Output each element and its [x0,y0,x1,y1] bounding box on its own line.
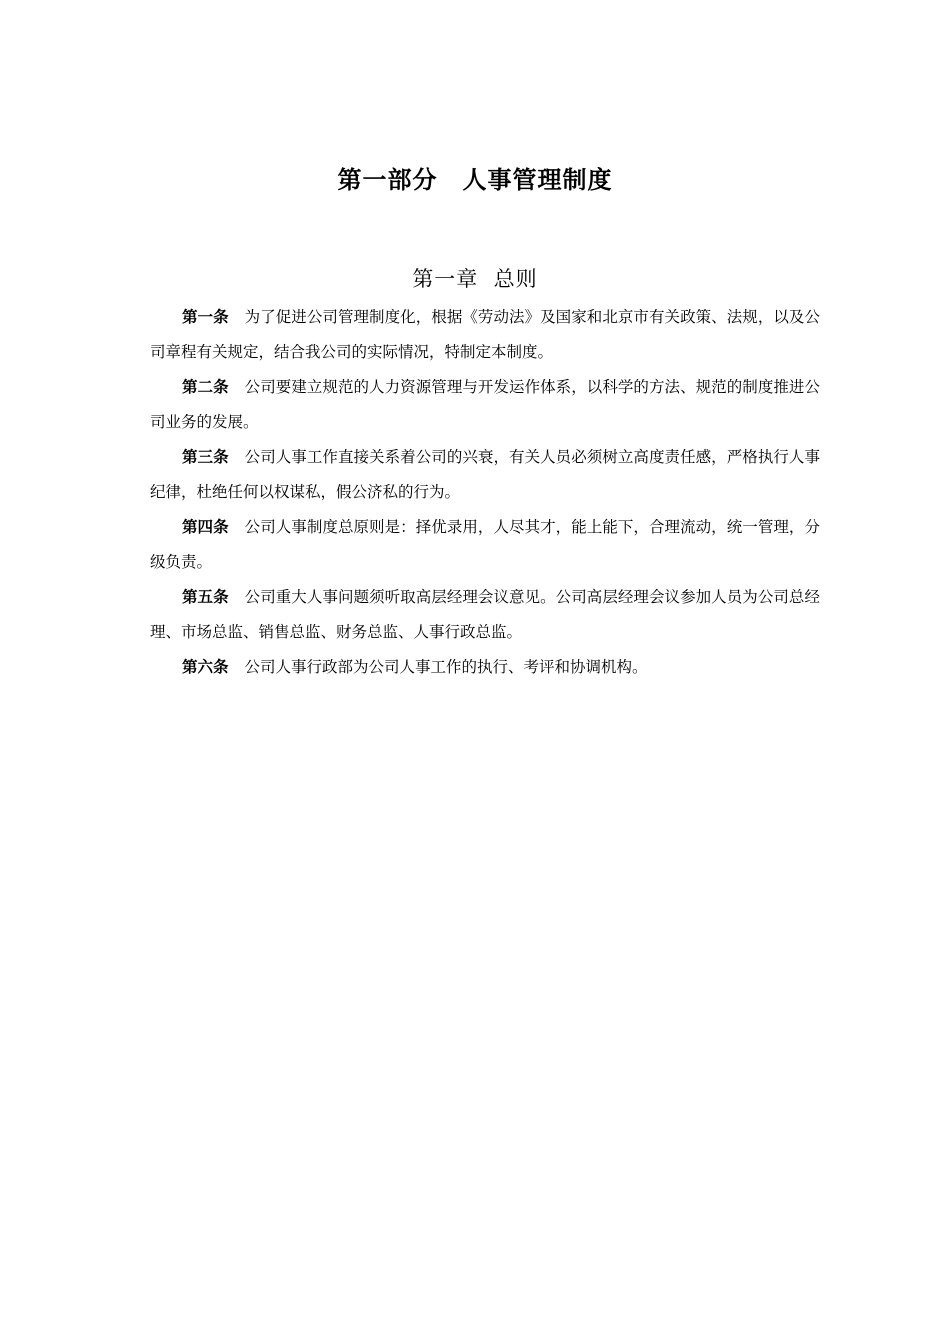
article-text: 公司重大人事问题须听取高层经理会议意见。公司高层经理会议参加人员为公司总经理、市场总监、销售总监、财务总监、人事行政总监。 [150,588,820,641]
article-6 [150,650,820,685]
article-number: 第二条 [182,378,229,396]
article-number: 第一条 [182,308,229,326]
article-text: 公司人事制度总原则是：择优录用，人尽其才，能上能下，合理流动，统一管理，分级负责。 [150,518,820,571]
article-number: 第三条 [182,448,229,466]
article-number: 第六条 [182,658,229,676]
article-3 [150,440,820,510]
chapter-title: 第一章 总则 [412,267,538,291]
article-number: 第四条 [182,518,229,536]
article-text: 公司要建立规范的人力资源管理与开发运作体系，以科学的方法、规范的制度推进公司业务的发展。 [150,378,820,431]
article-list [150,300,820,685]
article-2 [150,370,820,440]
article-text: 公司人事行政部为公司人事工作的执行、考评和协调机构。 [244,658,648,676]
article-number: 第五条 [182,588,229,606]
article-4 [150,510,820,580]
article-5 [150,580,820,650]
article-text: 公司人事工作直接关系着公司的兴衰，有关人员必须树立高度责任感，严格执行人事纪律，杜绝任何以权谋私，假公济私的行为。 [150,448,820,501]
article-text: 为了促进公司管理制度化，根据《劳动法》及国家和北京市有关政策、法规，以及公司章程有关规定，结合我公司的实际情况，特制定本制度。 [150,308,820,361]
part-title: 第一部分 人事管理制度 [337,166,613,194]
article-1 [150,300,820,370]
